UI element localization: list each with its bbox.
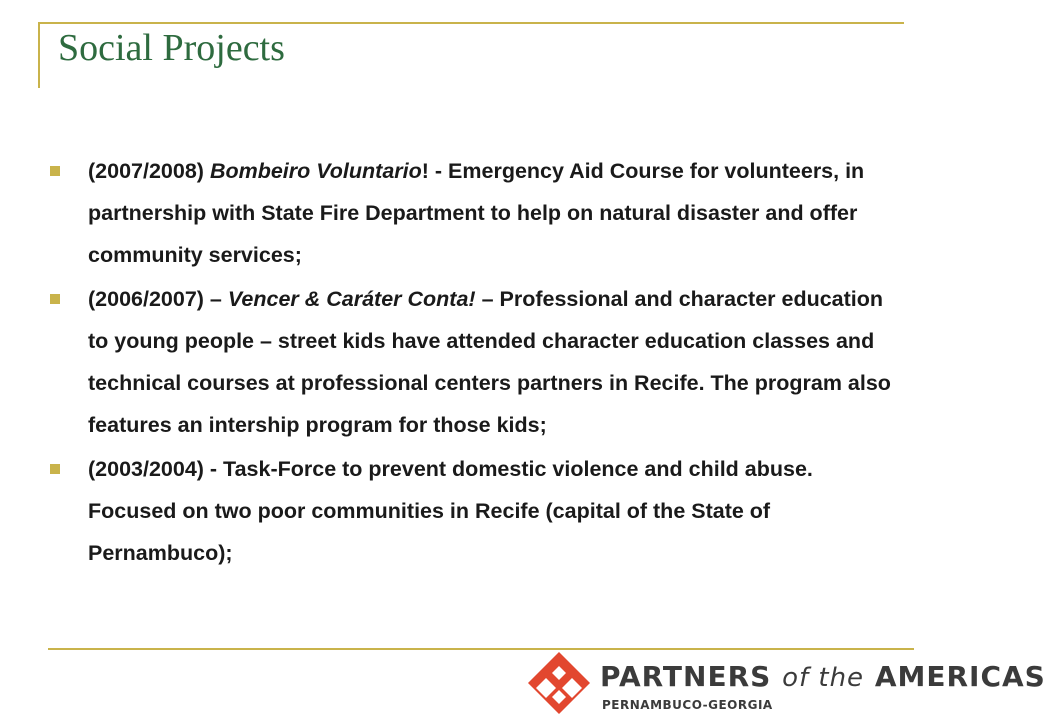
bullet-item (50, 150, 900, 276)
bullet-square-icon (50, 294, 60, 304)
bullet-text: ! - Emergency Aid Course for volunteers, in partnership with State Fire Department to help on natural disaster and offer community services; (88, 159, 865, 267)
bullet-lead: (2003/2004) - Task-Force to prevent domestic violence and child abuse. Focused on two poor communities in Recife (capital of the State of Pernambuco); (88, 457, 813, 565)
partners-logo (526, 646, 1046, 720)
slide-title: Social Projects (58, 27, 285, 69)
partners-diamond-icon (526, 650, 592, 716)
project-name: Vencer & Caráter Conta! (227, 287, 476, 311)
project-name: Bombeiro Voluntario (209, 159, 422, 183)
frame-left-rule (38, 22, 40, 88)
bullet-square-icon (50, 464, 60, 474)
bullet-list (50, 150, 900, 576)
logo-wordmark (600, 660, 1046, 693)
logo-word-of-the: of the (782, 663, 865, 693)
logo-word-americas: AMERICAS (874, 660, 1046, 693)
frame-top-rule (38, 22, 904, 24)
logo-word-partners: PARTNERS (600, 660, 772, 693)
bullet-text: – Professional and character education to young people – street kids have attended character education classes and technical courses at professional centers partners in Recife. The program also features an intership program for those kids; (88, 287, 891, 437)
bullet-lead: (2006/2007) – (88, 287, 228, 311)
bullet-square-icon (50, 166, 60, 176)
logo-subtitle: PERNAMBUCO-GEORGIA (602, 698, 773, 712)
bullet-item (50, 278, 900, 446)
bullet-lead: (2007/2008) (88, 159, 210, 183)
bullet-item (50, 448, 900, 574)
